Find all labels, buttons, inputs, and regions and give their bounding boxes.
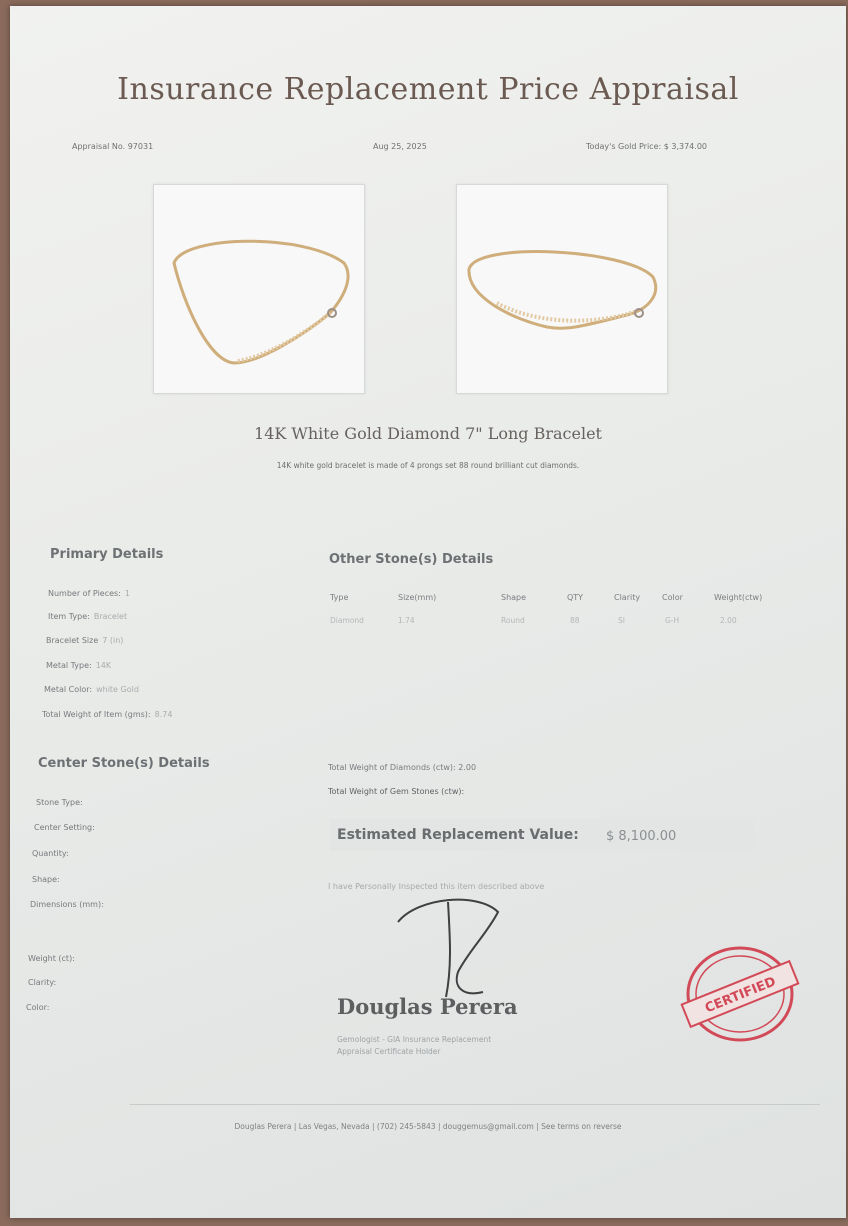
bracelet-photo-2 bbox=[456, 184, 668, 394]
appraisal-date: Aug 25, 2025 bbox=[373, 142, 427, 151]
cell-type: Diamond bbox=[330, 616, 364, 625]
field-total-weight: Total Weight of Item (gms): 8.74 bbox=[42, 710, 173, 719]
footer-contact: Douglas Perera | Las Vegas, Nevada | (702) 245-5843 | douggemus@gmail.com | See terms on reverse bbox=[234, 1122, 622, 1131]
field-stone-type: Stone Type: bbox=[36, 798, 83, 807]
cell-color: G-H bbox=[665, 616, 680, 625]
signer-certificate: Appraisal Certificate Holder bbox=[337, 1047, 441, 1056]
appraisal-number: Appraisal No. 97031 bbox=[72, 142, 154, 151]
col-size: Size(mm) bbox=[398, 593, 437, 602]
cell-size: 1.74 bbox=[398, 616, 415, 625]
col-weight: Weight(ctw) bbox=[714, 593, 763, 602]
field-center-setting: Center Setting: bbox=[34, 823, 95, 832]
estimate-label: Estimated Replacement Value: bbox=[337, 827, 579, 843]
cell-clarity: SI bbox=[618, 616, 625, 625]
field-quantity: Quantity: bbox=[32, 849, 69, 858]
col-shape: Shape bbox=[501, 593, 527, 602]
total-diamond-weight: Total Weight of Diamonds (ctw): 2.00 bbox=[328, 763, 477, 772]
col-clarity: Clarity bbox=[614, 593, 641, 602]
page-title: Insurance Replacement Price Appraisal bbox=[117, 72, 739, 107]
footer-divider bbox=[130, 1104, 820, 1105]
col-type: Type bbox=[330, 593, 349, 602]
field-dimensions: Dimensions (mm): bbox=[30, 900, 104, 909]
item-description: 14K white gold bracelet is made of 4 prongs set 88 round brilliant cut diamonds. bbox=[276, 461, 580, 470]
total-gem-weight: Total Weight of Gem Stones (ctw): bbox=[328, 787, 465, 796]
inspection-statement: I have Personally Inspected this item described above bbox=[328, 882, 545, 891]
primary-details-heading: Primary Details bbox=[50, 547, 164, 562]
cell-qty: 88 bbox=[570, 616, 580, 625]
stamp-text: CERTIFIED bbox=[703, 974, 779, 1017]
field-weight: Weight (ct): bbox=[28, 954, 75, 963]
item-title: 14K White Gold Diamond 7" Long Bracelet bbox=[254, 424, 602, 443]
signature-mark bbox=[388, 892, 518, 1004]
center-stones-heading: Center Stone(s) Details bbox=[38, 756, 210, 771]
certified-stamp bbox=[678, 942, 802, 1046]
field-bracelet-size: Bracelet Size 7 (in) bbox=[46, 636, 124, 645]
field-shape: Shape: bbox=[32, 875, 60, 884]
cell-shape: Round bbox=[501, 616, 525, 625]
gold-price: Today's Gold Price: $ 3,374.00 bbox=[586, 142, 707, 151]
field-clarity: Clarity: bbox=[28, 978, 57, 987]
field-number-of-pieces: Number of Pieces: 1 bbox=[48, 589, 131, 598]
field-item-type: Item Type: Bracelet bbox=[48, 612, 128, 621]
appraisal-sheet bbox=[10, 6, 846, 1218]
field-color: Color: bbox=[26, 1003, 50, 1012]
field-metal-type: Metal Type: 14K bbox=[46, 661, 112, 670]
other-stones-heading: Other Stone(s) Details bbox=[329, 552, 494, 567]
estimate-value: $ 8,100.00 bbox=[606, 829, 677, 844]
signer-title: Gemologist - GIA Insurance Replacement bbox=[337, 1035, 492, 1044]
col-qty: QTY bbox=[567, 593, 584, 602]
bracelet-photo-1 bbox=[153, 184, 365, 394]
field-metal-color: Metal Color: white Gold bbox=[44, 685, 139, 694]
cell-weight: 2.00 bbox=[720, 616, 737, 625]
signer-name: Douglas Perera bbox=[337, 994, 518, 1019]
col-color: Color bbox=[662, 593, 683, 602]
